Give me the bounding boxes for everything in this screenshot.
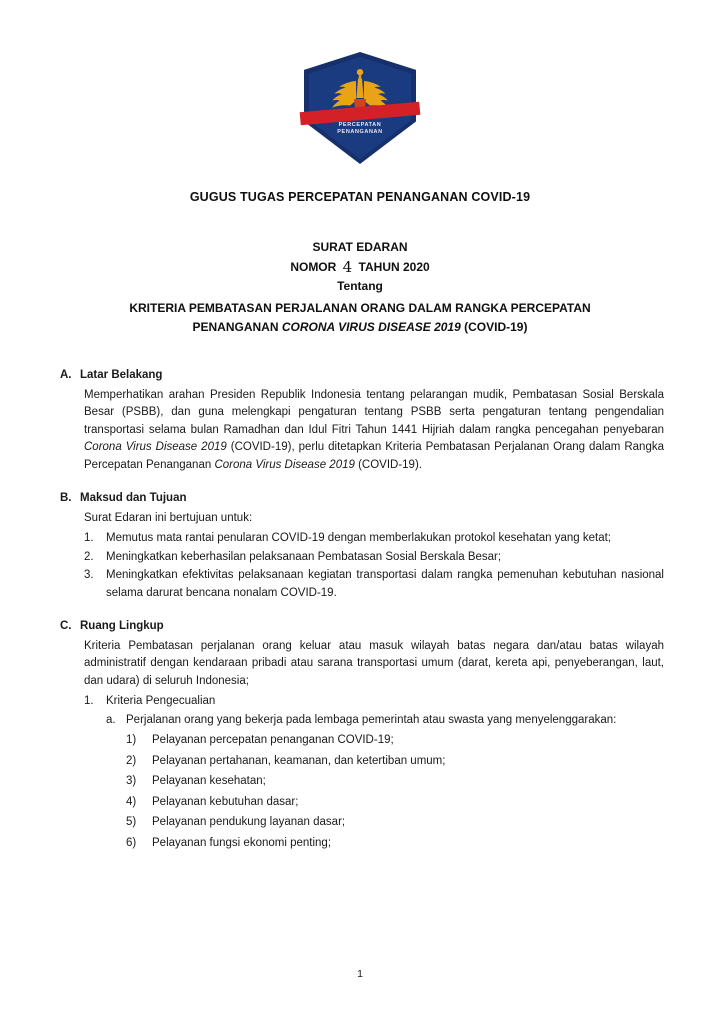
list-text: Meningkatkan efektivitas pelaksanaan kegiatan transportasi dalam rangka pemenuhan kebutuhan nasional selama darurat bencana nonalam COVID-19. (106, 569, 664, 599)
list-item (84, 549, 664, 567)
section-c-header (56, 618, 664, 636)
logo-container (56, 52, 664, 164)
document-type-heading: SURAT EDARAN (312, 240, 408, 254)
section-a-title: Latar Belakang (80, 369, 163, 381)
list-marker: 1) (126, 734, 137, 746)
para-a-part1: Memperhatikan arahan Presiden Republik Indonesia tentang pelarangan mudik, Pembatasan Sosial Berskala Besar (PSBB), dan guna melengkapi pengaturan tentang PSBB serta pengaturan tentang pengendalian transportasi selama bulan Ramadhan dan Idul Fitri Tahun 1441 Hijriah dalam rangka pencegahan penyebaran (84, 388, 664, 436)
list-text: Pelayanan pendukung layanan dasar; (152, 816, 346, 828)
organization-heading: GUGUS TUGAS PERCEPATAN PENANGANAN COVID-19 (189, 190, 531, 204)
subject-line-2-italic: CORONA VIRUS DISEASE 2019 (281, 320, 461, 334)
sub-item-text: Perjalanan orang yang bekerja pada lembaga pemerintah atau swasta yang menyelenggarakan: (126, 713, 617, 726)
subject-line-1: KRITERIA PEMBATASAN PERJALANAN ORANG DALAM RANGKA PERCEPATAN (129, 301, 591, 315)
section-a-paragraph (84, 387, 664, 475)
sub-item-a (106, 712, 664, 730)
document-body (56, 367, 664, 852)
list-item (126, 814, 664, 832)
list-text: Kriteria Pengecualian (106, 695, 216, 707)
nomor-label: NOMOR (290, 260, 337, 274)
list-text: Pelayanan kebutuhan dasar; (152, 795, 299, 808)
section-c-intro: Kriteria Pembatasan perjalanan orang keluar atau masuk wilayah batas negara dan/atau batas wilayah administratif dengan kendaraan pribadi atau sarana transportasi umum (darat, kereta api, penyeberangan, laut, dan udara) di seluruh Indonesia; (84, 639, 664, 687)
sub-item-marker: a. (106, 713, 116, 726)
list-marker: 2) (126, 754, 137, 767)
subject-line-2-prefix: PENANGANAN (192, 320, 282, 334)
list-marker: 4) (126, 795, 137, 808)
list-text: Pelayanan fungsi ekonomi penting; (152, 836, 332, 849)
list-item (84, 567, 664, 602)
list-item (84, 693, 664, 711)
section-a-letter: A. (60, 369, 72, 381)
section-c-list (84, 693, 664, 711)
services-list (126, 732, 664, 852)
para-a-end: (COVID-19). (354, 458, 422, 471)
list-text: Memutus mata rantai penularan COVID-19 dengan memberlakukan protokol kesehatan yang ketat; (106, 532, 612, 544)
section-b-body (84, 510, 664, 603)
para-a-italic1: Corona Virus Disease 2019 (84, 441, 227, 453)
list-text: Pelayanan percepatan penanganan COVID-19; (152, 734, 394, 746)
list-marker: 6) (126, 836, 137, 849)
list-item (84, 530, 664, 548)
section-b-letter: B. (60, 492, 72, 504)
document-number-line (56, 257, 664, 277)
gugus-tugas-logo-icon (304, 52, 416, 164)
list-marker: 2. (84, 550, 94, 563)
section-b-intro: Surat Edaran ini bertujuan untuk: (84, 511, 253, 524)
list-text: Pelayanan kesehatan; (152, 775, 266, 787)
logo-text: PERCEPATAN PENANGANAN (337, 122, 383, 135)
list-marker: 5) (126, 816, 137, 828)
list-marker: 1. (84, 532, 94, 544)
section-b-title: Maksud dan Tujuan (80, 492, 187, 504)
list-item (126, 773, 664, 791)
list-item (126, 794, 664, 812)
section-c-letter: C. (60, 620, 72, 632)
list-item (126, 732, 664, 750)
section-c-title: Ruang Lingkup (80, 620, 164, 632)
list-marker: 3. (84, 569, 94, 581)
document-subject (66, 299, 654, 337)
section-c-body (84, 638, 664, 853)
list-text: Meningkatkan keberhasilan pelaksanaan Pembatasan Sosial Berskala Besar; (106, 550, 502, 563)
para-a-italic2: Corona Virus Disease 2019 (214, 458, 355, 471)
section-a-header (56, 367, 664, 385)
section-b-list (84, 530, 664, 602)
tentang-label: Tentang (337, 279, 383, 293)
list-item (126, 753, 664, 771)
section-a-body (84, 387, 664, 475)
page-number: 1 (357, 968, 363, 980)
list-text: Pelayanan pertahanan, keamanan, dan ketertiban umum; (152, 754, 446, 767)
subject-line-2-suffix: (COVID-19) (460, 320, 528, 334)
nomor-value-handwritten: 4 (342, 258, 353, 276)
list-marker: 1. (84, 695, 94, 707)
nomor-year: TAHUN 2020 (358, 260, 430, 274)
para-a-mid: (COVID-19), perlu ditetapkan Kriteria Pembatasan Perjalanan Orang dalam Rangka Percepatan Penanganan (84, 441, 664, 471)
list-item (126, 835, 664, 853)
list-marker: 3) (126, 775, 137, 787)
section-b-header (56, 490, 664, 508)
